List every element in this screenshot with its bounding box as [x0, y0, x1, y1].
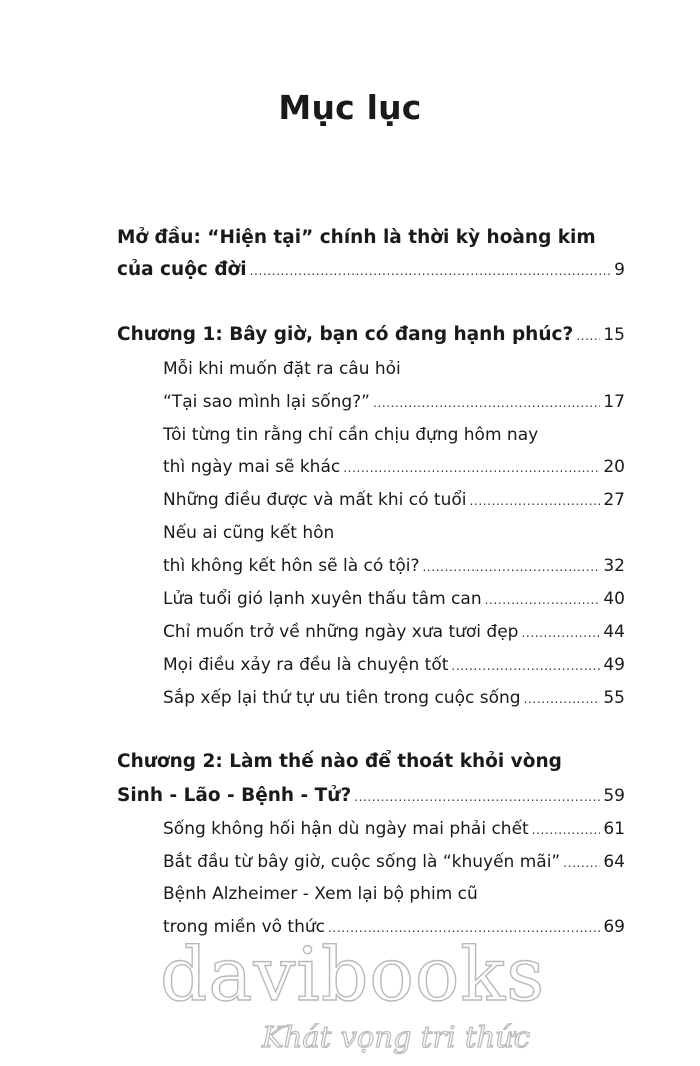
toc-item: Những điều được và mất khi có tuổi ..... 27	[163, 487, 625, 513]
toc-item: thì ngày mai sẽ khác ..... 20	[163, 454, 625, 480]
dot-leader	[470, 488, 601, 514]
toc-item: trong miền vô thức ..... 69	[163, 914, 625, 940]
dot-leader	[451, 653, 600, 679]
toc-item: Sắp xếp lại thứ tự ưu tiên trong cuộc sống ..... 55	[163, 685, 625, 711]
dot-leader	[354, 784, 600, 810]
toc-item: Mọi điều xảy ra đều là chuyện tốt ..... 49	[163, 652, 625, 678]
page-title: Mục lục	[278, 88, 422, 127]
toc-item: Lửa tuổi gió lạnh xuyên thấu tâm can ..... 40	[163, 586, 625, 612]
toc-item: Chỉ muốn trở về những ngày xưa tươi đẹp ..... 44	[163, 619, 625, 645]
dot-leader	[563, 850, 600, 876]
toc-intro: của cuộc đời ..... 9	[117, 257, 625, 283]
toc-chapter-2: Sinh - Lão - Bệnh - Tử? ..... 59	[117, 783, 625, 809]
page-number: 44	[603, 622, 625, 642]
watermark-tagline: Khát vọng tri thức	[262, 1020, 531, 1054]
page-number: 64	[603, 852, 625, 872]
page-number: 49	[603, 655, 625, 675]
toc-item-line1: Bệnh Alzheimer - Xem lại bộ phim cũ	[163, 884, 478, 904]
page-number: 32	[603, 556, 625, 576]
page-number: 55	[603, 688, 625, 708]
toc-intro-line1: Mở đầu: “Hiện tại” chính là thời kỳ hoàng kim	[117, 227, 596, 248]
toc-item-line1: Tôi từng tin rằng chỉ cần chịu đựng hôm nay	[163, 425, 539, 445]
page-number: 61	[603, 819, 625, 839]
dot-leader	[524, 686, 601, 712]
toc-item-line1: Nếu ai cũng kết hôn	[163, 523, 335, 543]
toc-chapter-2-line1: Chương 2: Làm thế nào để thoát khỏi vòng	[117, 751, 562, 772]
page-number: 15	[603, 325, 625, 345]
dot-leader	[521, 620, 600, 646]
page-number: 17	[603, 392, 625, 412]
toc-item-line1: Mỗi khi muốn đặt ra câu hỏi	[163, 359, 401, 379]
toc-item: thì không kết hôn sẽ là có tội? ..... 32	[163, 553, 625, 579]
dot-leader	[485, 587, 601, 613]
page-number: 27	[603, 490, 625, 510]
page-number: 59	[603, 786, 625, 806]
watermark-brand: davibooks	[160, 932, 546, 1018]
page-number: 69	[603, 917, 625, 937]
dot-leader	[373, 390, 600, 416]
toc-chapter-1: Chương 1: Bây giờ, bạn có đang hạnh phúc? ..... 15	[117, 322, 625, 348]
toc-item: Bắt đầu từ bây giờ, cuộc sống là “khuyến mãi” ..... 64	[163, 849, 625, 875]
dot-leader	[576, 323, 600, 349]
toc-item: “Tại sao mình lại sống?” ..... 17	[163, 389, 625, 415]
toc-item: Sống không hối hận dù ngày mai phải chết ..... 61	[163, 816, 625, 842]
page-number: 40	[603, 589, 625, 609]
dot-leader	[343, 455, 600, 481]
dot-leader	[532, 817, 601, 843]
dot-leader	[250, 258, 612, 284]
dot-leader	[423, 554, 601, 580]
page-number: 20	[603, 457, 625, 477]
page-number: 9	[614, 260, 625, 280]
